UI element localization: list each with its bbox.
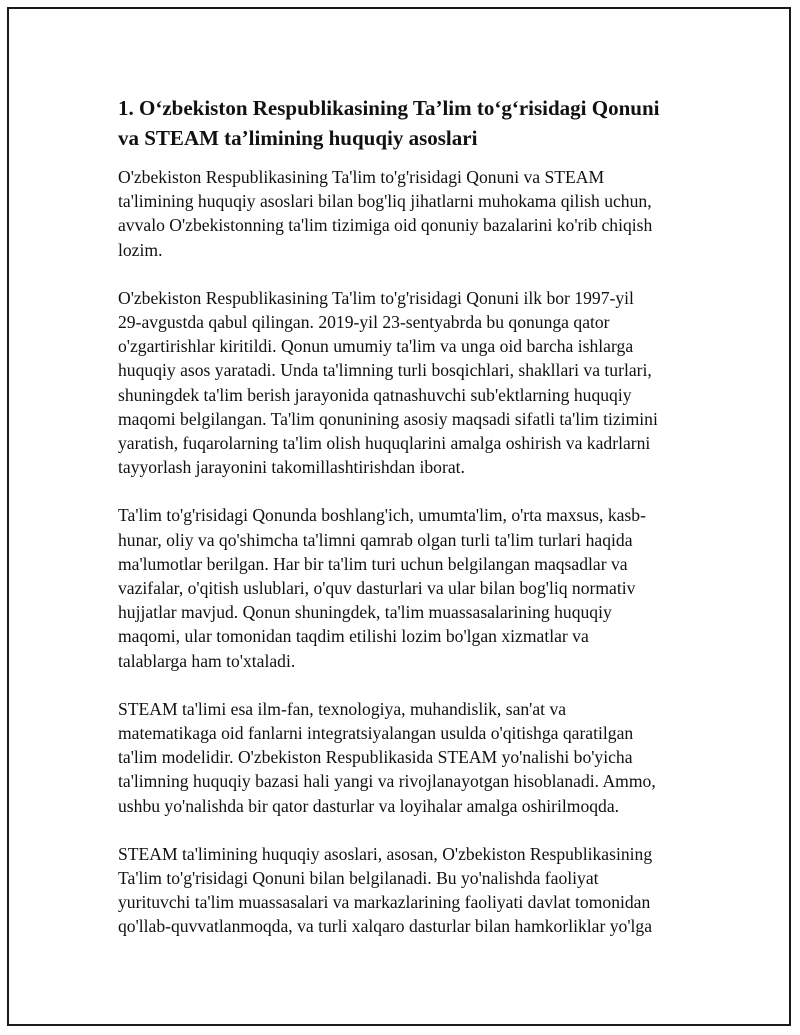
paragraph-steam-definition: STEAM ta'limi esa ilm-fan, texnologiya, muhandislik, san'at va matematikaga oid fanlarni integratsiyalangan usulda o'qitishga qaratilgan ta'lim modelidir. O'zbekiston Respublikasida STEAM yo'nalishi bo'yicha ta'limning huquqiy bazasi hali yangi va rivojlanayotgan hisoblanadi. Ammo, ushbu yo'nalishda bir qator dasturlar va loyihalar amalga oshirilmoqda. (118, 698, 656, 816)
paragraph-law-history: O'zbekiston Respublikasining Ta'lim to'g'risidagi Qonuni ilk bor 1997-yil 29-avgustda qabul qilingan. 2019-yil 23-sentyabrda bu qonunga qator o'zgartirishlar kiritildi. Qonun umumiy ta'lim va unga oid barcha ishlarga huquqiy asos yaratadi. Unda ta'limning turli bosqichlari, shakllari va turlari, shuningdek ta'lim berish jarayonida qatnashuvchi sub'ektlarning huquqiy maqomi belgilangan. Ta'lim qonunining asosiy maqsadi sifatli ta'lim tizimini yaratish, fuqarolarning ta'lim olish huquqlarini amalga oshirish va kadrlarni tayyorlash jarayonini takomillashtirishdan iborat. (118, 287, 658, 478)
paragraph-education-types: Ta'lim to'g'risidagi Qonunda boshlang'ich, umumta'lim, o'rta maxsus, kasb- hunar, oliy va qo'shimcha ta'limni qamrab olgan turli ta'lim turlari haqida ma'lumotlar berilgan. Har bir ta'lim turi uchun belgilangan maqsadlar va vazifalar, o'qitish uslublari, o'quv dasturlari va ular bilan bog'liq normativ hujjatlar mavjud. Qonun shuningdek, ta'lim muassasalarining huquqiy maqomi, ular tomonidan taqdim etilishi lozim bo'lgan xizmatlar va talablarga ham to'xtaladi. (118, 505, 646, 671)
paragraph-intro: O'zbekiston Respublikasining Ta'lim to'g'risidagi Qonuni va STEAM ta'limining huquqiy asoslari bilan bog'liq jihatlarni muhokama qilish uchun, avvalo O'zbekistonning ta'lim tizimiga oid qonuniy bazalarini ko'rib chiqish lozim. (118, 167, 653, 260)
paragraph-steam-legal-basis: STEAM ta'limining huquqiy asoslari, asosan, O'zbekiston Respublikasining Ta'lim to'g'risidagi Qonuni bilan belgilanadi. Bu yo'nalishda faoliyat yurituvchi ta'lim muassasalari va markazlarining faoliyati davlat tomonidan qo'llab-quvvatlanmoqda, va turli xalqaro dasturlar bilan hamkorliklar yo'lga (118, 843, 653, 937)
document-body (118, 93, 688, 963)
section-heading: 1. O‘zbekiston Respublikasining Ta’lim to‘g‘risidagi Qonuni va STEAM ta’limining huquqiy asoslari (118, 96, 660, 150)
